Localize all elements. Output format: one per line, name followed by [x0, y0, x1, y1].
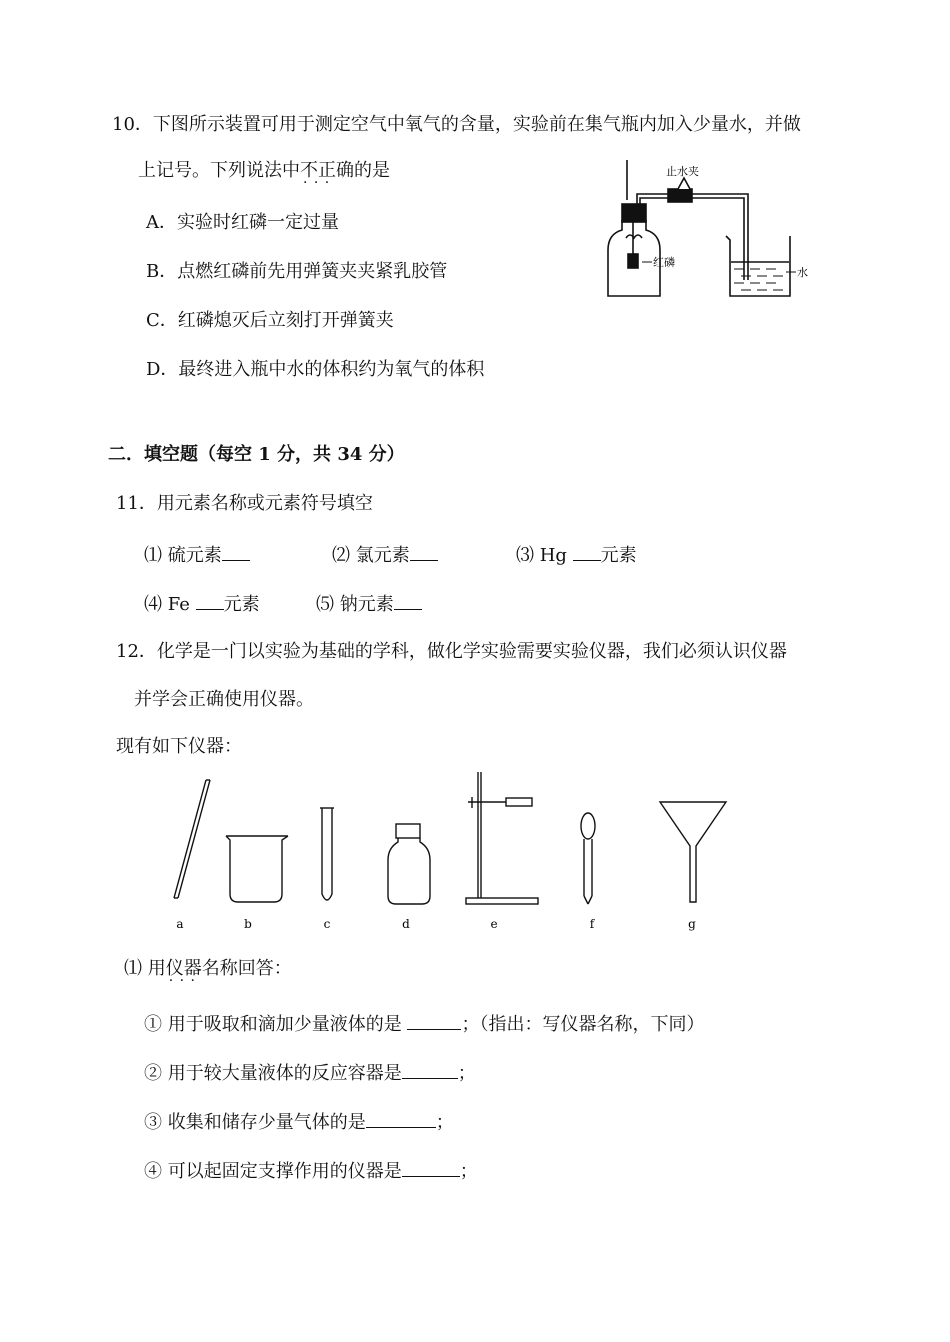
- q11-item-2: [332, 544, 438, 565]
- q12-stem-line2: 并学会正确使用仪器。: [134, 689, 314, 710]
- q11-item-5-text: ⑸ 钠元素: [316, 594, 394, 615]
- q12-item-2-pre: ② 用于较大量液体的反应容器是: [144, 1063, 402, 1084]
- glass-rod-icon: [174, 780, 210, 898]
- q12-item-3-post: ；: [435, 1112, 454, 1133]
- q12-sub1-heading: [124, 960, 292, 978]
- test-tube-icon: [320, 808, 334, 900]
- water-label: 水: [797, 266, 808, 279]
- answer-blank[interactable]: [402, 1160, 460, 1177]
- section2-heading: 二．填空题（每空 1 分，共 34 分）: [108, 444, 405, 465]
- q10-option-b: B．点燃红磷前先用弹簧夹夹紧乳胶管: [146, 261, 448, 282]
- q12-item-2: [144, 1062, 476, 1083]
- q12-item-1: [144, 1013, 704, 1034]
- instrument-label-c: c: [323, 917, 331, 931]
- answer-blank[interactable]: [402, 1062, 458, 1079]
- funnel-icon: [660, 802, 726, 902]
- gas-bottle-icon: [388, 824, 430, 904]
- q11-item-3-post: 元素: [600, 545, 637, 566]
- q12-item-4-pre: ④ 可以起固定支撑作用的仪器是: [144, 1161, 402, 1182]
- q10-stem-pre: 上记号。下列说法中: [138, 160, 300, 181]
- q11-item-4: [144, 593, 260, 614]
- q10-option-c: C．红磷熄灭后立刻打开弹簧夹: [146, 310, 394, 331]
- q11-item-3: [516, 544, 637, 565]
- beaker-icon: [226, 836, 288, 902]
- q12-sub1-post: 回答：: [237, 958, 292, 979]
- instrument-label-e: e: [490, 917, 498, 931]
- q12-item-4: [144, 1160, 478, 1181]
- clamp-label: 止水夹: [666, 165, 699, 178]
- instrument-label-b: b: [244, 917, 252, 931]
- q12-stem-line1: 12．化学是一门以实验为基础的学科，做化学实验需要实验仪器，我们必须认识仪器: [116, 641, 787, 662]
- q12-item-1-pre: ① 用于吸取和滴加少量液体的是: [144, 1014, 408, 1035]
- q12-item-2-post: ；: [457, 1063, 476, 1084]
- answer-blank[interactable]: [410, 544, 438, 561]
- q11-item-5: [316, 593, 422, 614]
- q12-item-1-post: ；（指出：写仪器名称，下同）: [461, 1014, 705, 1035]
- q10-option-d: D．最终进入瓶中水的体积约为氧气的体积: [146, 359, 485, 380]
- q11-item-2-text: ⑵ 氯元素: [332, 545, 410, 566]
- q10-stem-line1: 10．下图所示装置可用于测定空气中氧气的含量，实验前在集气瓶内加入少量水，并做: [112, 114, 801, 135]
- q12-sub1-pre: ⑴ 用: [124, 958, 166, 979]
- instruments-figure: [160, 768, 740, 938]
- answer-blank[interactable]: [222, 544, 250, 561]
- dropper-icon: [581, 813, 595, 904]
- q12-item-3: [144, 1111, 454, 1132]
- q12-intro: 现有如下仪器：: [116, 736, 242, 757]
- instrument-label-f: f: [589, 917, 595, 931]
- answer-blank[interactable]: [196, 593, 224, 610]
- answer-blank[interactable]: [573, 544, 601, 561]
- q10-stem-line2: [138, 162, 390, 180]
- phosphorus-label: 红磷: [653, 256, 675, 269]
- q12-item-4-post: ；: [459, 1161, 478, 1182]
- instrument-label-d: d: [402, 917, 410, 931]
- instrument-label-a: a: [176, 917, 184, 931]
- q11-item-1: [144, 544, 250, 565]
- q10-option-a: A．实验时红磷一定过量: [146, 212, 339, 233]
- q11-stem: 11．用元素名称或元素符号填空: [116, 493, 373, 514]
- q12-item-3-pre: ③ 收集和储存少量气体的是: [144, 1112, 366, 1133]
- q10-stem-post: 的是: [354, 160, 390, 181]
- q11-item-4-post: 元素: [223, 594, 260, 615]
- q11-item-4-pre: ⑷ Fe: [144, 594, 196, 615]
- answer-blank[interactable]: [407, 1013, 461, 1030]
- answer-blank[interactable]: [366, 1111, 436, 1128]
- q11-item-3-pre: ⑶ Hg: [516, 545, 573, 566]
- iron-stand-icon: [466, 772, 538, 904]
- instrument-label-g: g: [688, 917, 696, 931]
- answer-blank[interactable]: [394, 593, 422, 610]
- q10-emphasis-text: 不正确 · · ·: [300, 160, 354, 181]
- oxygen-apparatus-figure: [600, 158, 815, 303]
- q11-item-1-text: ⑴ 硫元素: [144, 545, 222, 566]
- q12-sub1-emphasis: 仪器名称 · · ·: [166, 958, 238, 979]
